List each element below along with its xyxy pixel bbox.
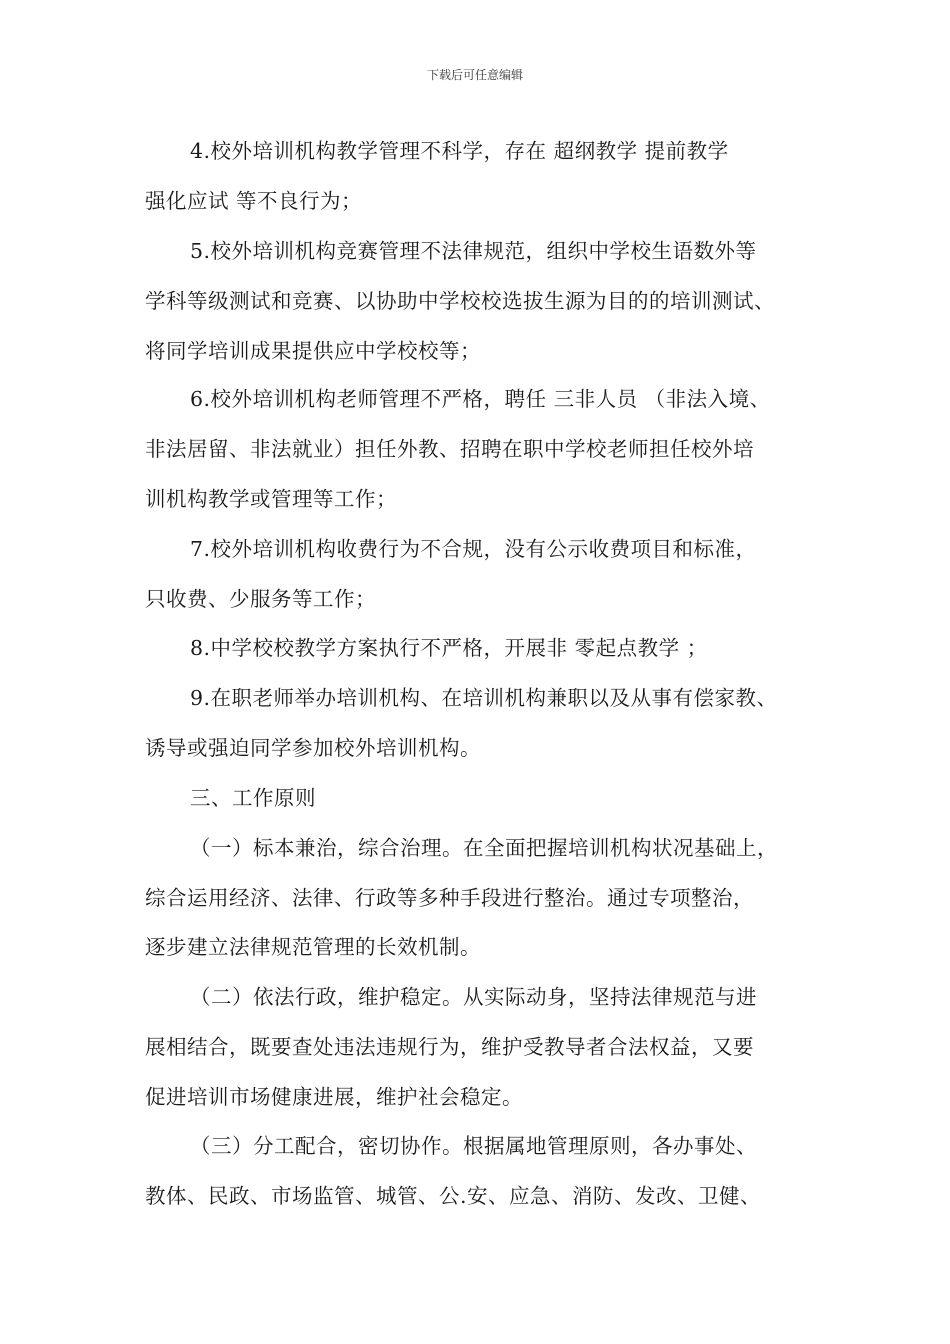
text-line: 训机构教学或管理等工作； <box>145 487 397 511</box>
text-line: 8.中学校校教学方案执行不严格，开展非 零起点教学 ； <box>190 636 708 660</box>
text-line: 非法居留、非法就业）担任外教、招聘在职中学校老师担任校外培 <box>145 437 754 461</box>
text-line: 4.校外培训机构教学管理不科学，存在 超纲教学 提前教学 <box>190 139 729 163</box>
text-line: 教体、民政、市场监管、城管、公.安、应急、消防、发改、卫健、 <box>145 1184 762 1208</box>
section-heading: 三、工作原则 <box>190 786 316 810</box>
text-line: 综合运用经济、法律、行政等多种手段进行整治。通过专项整治， <box>145 886 754 910</box>
text-line: 将同学培训成果提供应中学校校等； <box>145 339 481 363</box>
text-line: （二）依法行政，维护稳定。从实际动身，坚持法律规范与进 <box>190 985 757 1009</box>
text-line: 9.在职老师举办培训机构、在培训机构兼职以及从事有偿家教、 <box>190 686 778 710</box>
text-line: 诱导或强迫同学参加校外培训机构。 <box>145 736 481 760</box>
text-line: 强化应试 等不良行为； <box>145 189 363 213</box>
text-line: 5.校外培训机构竞赛管理不法律规范，组织中学校生语数外等 <box>190 239 757 263</box>
text-line: 学科等级测试和竞赛、以协助中学校校选拔生源为目的的培训测试、 <box>145 289 775 313</box>
text-line: 只收费、少服务等工作； <box>145 587 376 611</box>
text-line: 逐步建立法律规范管理的长效机制。 <box>145 935 481 959</box>
text-line: 促进培训市场健康进展，维护社会稳定。 <box>145 1085 523 1109</box>
text-line: （三）分工配合，密切协作。根据属地管理原则，各办事处、 <box>190 1134 757 1158</box>
text-line: 6.校外培训机构老师管理不严格，聘任 三非人员 （非法入境、 <box>190 387 771 411</box>
text-line: （一）标本兼治，综合治理。在全面把握培训机构状况基础上， <box>190 836 778 860</box>
page-header: 下载后可任意编辑 <box>426 68 523 82</box>
text-line: 展相结合，既要查处违法违规行为，维护受教导者合法权益，又要 <box>145 1035 754 1059</box>
text-line: 7.校外培训机构收费行为不合规，没有公示收费项目和标准， <box>190 537 757 561</box>
